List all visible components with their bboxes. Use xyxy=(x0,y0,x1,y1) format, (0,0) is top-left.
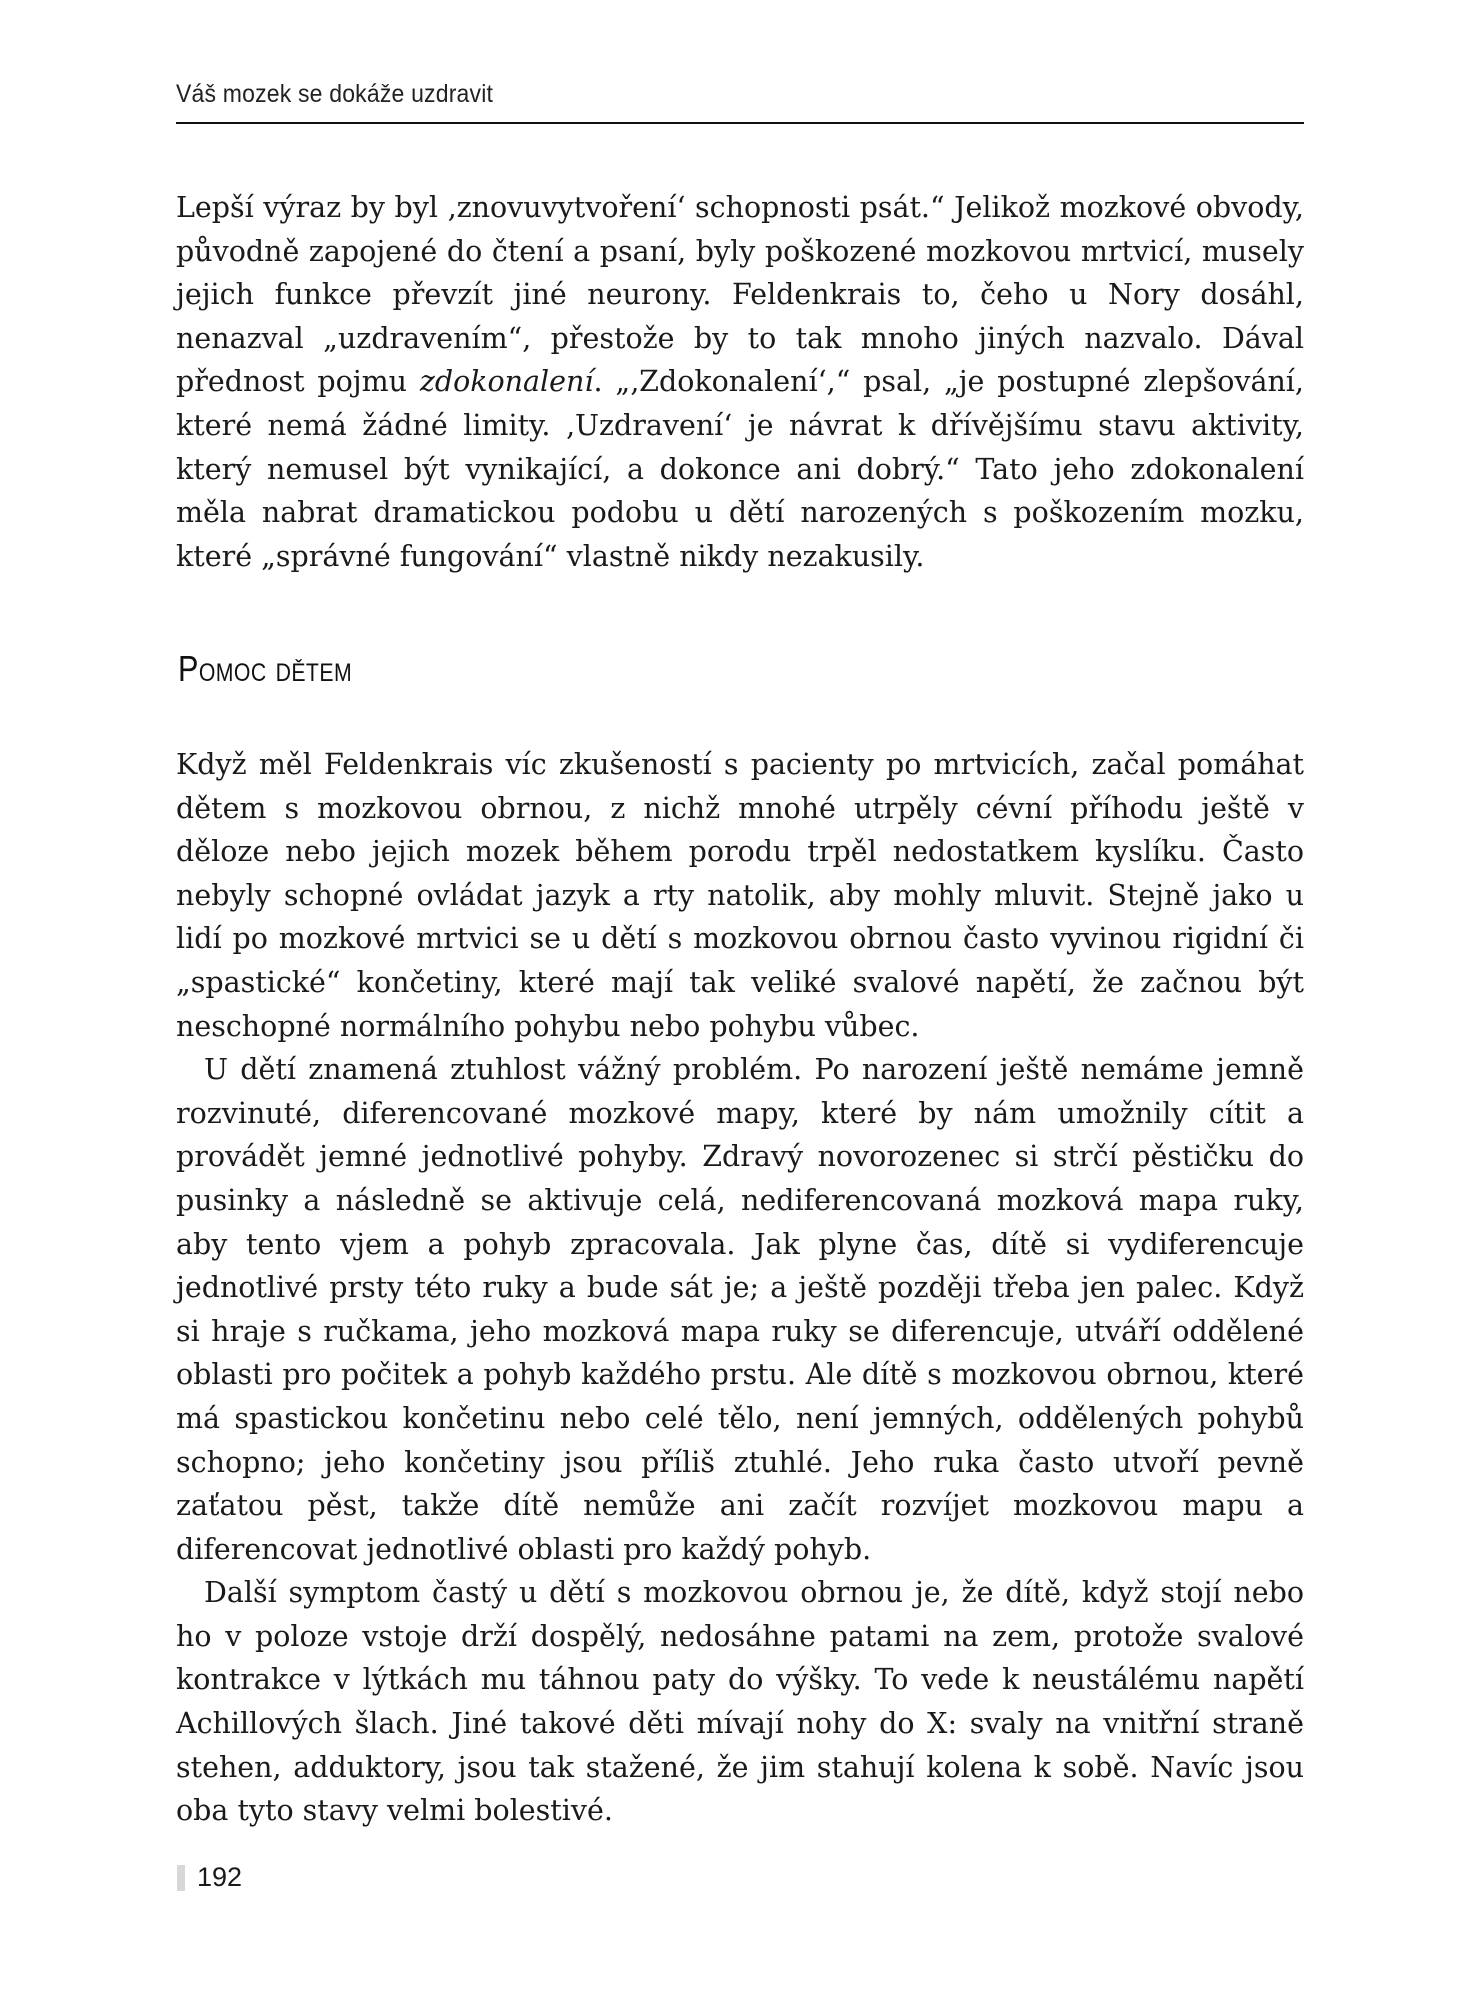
paragraph: Když měl Feldenkrais víc zkušeností s pacienty po mrtvicích, začal pomáhat dětem s mozkovou obrnou, z nichž mnohé utrpěly cévní příhodu ještě v děloze nebo jejich mozek během porodu trpěl nedostatkem kyslíku. Často nebyly schopné ovládat jazyk a rty natolik, aby mohly mluvit. Stejně jako u lidí po mozkové mrtvici se u dětí s mozkovou obrnou často vyvinou rigidní či „spastické“ končetiny, které mají tak veliké svalové napětí, že začnou být neschopné normálního pohybu nebo pohybu vůbec. xyxy=(176,748,1304,1043)
page-number: 192 xyxy=(197,1862,243,1892)
paragraph-text: . „‚Zdokonalení‘,“ psal, „je postupné zlepšování, které nemá žádné limity. ‚Uzdravení‘ je návrat k dřívějšímu stavu aktivity, který nemusel být vynikající, a dokonce ani dobrý.“ Tato jeho zdokonalení měla nabrat dramatickou podobu u dětí narozených s poškozením mozku, které „správné fungování“ vlastně nikdy nezakusily. xyxy=(176,365,1304,573)
running-title: Váš mozek se dokáže uzdravit xyxy=(176,80,494,108)
header-rule xyxy=(176,122,1304,124)
italic-term: zdokonalení xyxy=(419,365,594,399)
page-footer xyxy=(177,1862,242,1893)
paragraph: Další symptom častý u dětí s mozkovou obrnou je, že dítě, když stojí nebo ho v poloze vstoje drží dospělý, nedosáhne patami na zem, protože svalové kontrakce v lýtkách mu táhnou paty do výšky. To vede k neustálému napětí Achillových šlach. Jiné takové děti mívají nohy do X: svaly na vnitřní straně stehen, adduktory, jsou tak stažené, že jim stahují kolena k sobě. Navíc jsou oba tyto stavy velmi bolestivé. xyxy=(176,1576,1304,1828)
paragraph-text: Lepší výraz by byl ‚znovuvytvoření‘ schopnosti psát.“ Jelikož mozkové obvody, původně zapojené do čtení a psaní, byly poškozené mozkovou mrtvicí, musely jejich funkce převzít jiné neurony. Feldenkrais to, čeho u Nory dosáhl, nenazval „uzdravením“, přestože by to tak mnoho jiných nazvalo. Dával přednost pojmu xyxy=(176,191,1304,399)
page-marker-bar xyxy=(177,1865,185,1891)
paragraph xyxy=(176,186,1304,578)
section-heading: Pomoc dětem xyxy=(178,648,353,689)
section-two-body xyxy=(176,743,1304,1833)
running-header xyxy=(176,80,1304,118)
section-one-body xyxy=(176,186,1304,578)
paragraph: U dětí znamená ztuhlost vážný problém. Po narození ještě nemáme jemně rozvinuté, diferencované mozkové mapy, které by nám umožnily cítit a provádět jemné jednotlivé pohyby. Zdravý novorozenec si strčí pěstičku do pusinky a následně se aktivuje celá, nediferencovaná mozková mapa ruky, aby tento vjem a pohyb zpracovala. Jak plyne čas, dítě si vydiferencuje jednotlivé prsty této ruky a bude sát je; a ještě později třeba jen palec. Když si hraje s ručkama, jeho mozková mapa ruky se diferencuje, utváří oddělené oblasti pro počitek a pohyb každého prstu. Ale dítě s mozkovou obrnou, které má spastickou končetinu nebo celé tělo, není jemných, oddělených pohybů schopno; jeho končetiny jsou příliš ztuhlé. Jeho ruka často utvoří pevně zaťatou pěst, takže dítě nemůže ani začít rozvíjet mozkovou mapu a diferencovat jednotlivé oblasti pro každý pohyb. xyxy=(176,1053,1304,1566)
